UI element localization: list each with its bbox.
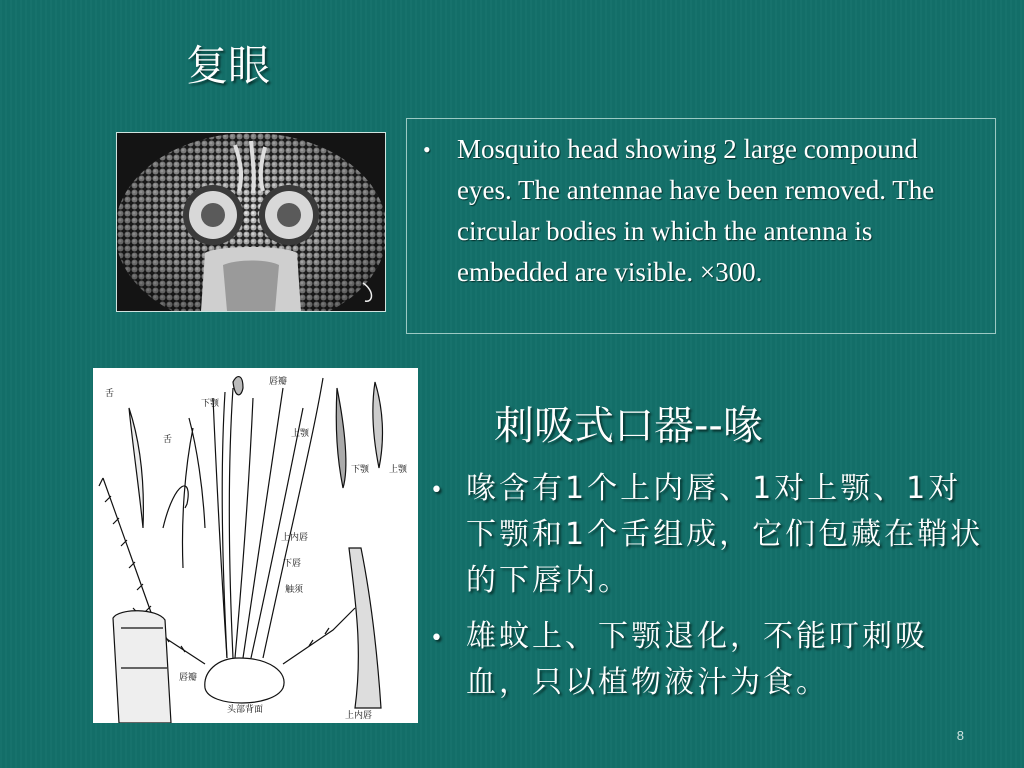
label-shang-e-right: 上颚 — [389, 465, 408, 475]
label-shang-nei-chun-bottom: 上内唇 — [345, 711, 373, 721]
title-compound-eye: 复眼 — [186, 41, 271, 90]
label-chun-ban-bottom: 唇瓣 — [179, 673, 198, 683]
bullet-list — [430, 466, 990, 716]
mosquito-head-photo — [116, 132, 386, 312]
mouthparts-diagram — [93, 368, 418, 723]
bullet-icon: • — [430, 626, 446, 651]
page-number: 8 — [956, 728, 964, 743]
caption-text: Mosquito head showing 2 large compound eyes. The antennae have been removed. The circular bodies in which the antenna is embedded are visible. ×300. — [457, 134, 935, 287]
label-xia-chun: 下唇 — [283, 559, 302, 569]
bullet-text: 喙含有1个上内唇、1对上颚、1对下颚和1个舌组成，它们包藏在鞘状的下唇内。 — [466, 471, 984, 598]
caption-box — [406, 118, 996, 334]
label-xia-e-right: 下颚 — [351, 465, 370, 475]
bullet-item-male — [430, 614, 990, 706]
label-she-top: 舌 — [105, 389, 115, 399]
label-shang-nei-chun-mid: 上内唇 — [281, 533, 309, 543]
label-chu-xu: 触须 — [285, 585, 304, 595]
caption-bullet-item — [423, 129, 972, 293]
label-chun-ban-top: 唇瓣 — [269, 377, 288, 387]
bullet-item-composition — [430, 466, 990, 604]
bullet-icon: • — [423, 137, 431, 162]
bullet-icon: • — [430, 478, 446, 503]
label-xia-e-top: 下颚 — [201, 399, 220, 409]
label-shang-e-mid: 上颚 — [291, 429, 310, 439]
title-piercing-sucking-mouthparts: 刺吸式口器--喙 — [494, 403, 763, 449]
label-tou-bu-bei-mian: 头部背面 — [227, 705, 264, 715]
bullet-text: 雄蚊上、下颚退化，不能叮刺吸血，只以植物液汁为食。 — [466, 619, 928, 700]
label-she-mid: 舌 — [163, 435, 173, 445]
